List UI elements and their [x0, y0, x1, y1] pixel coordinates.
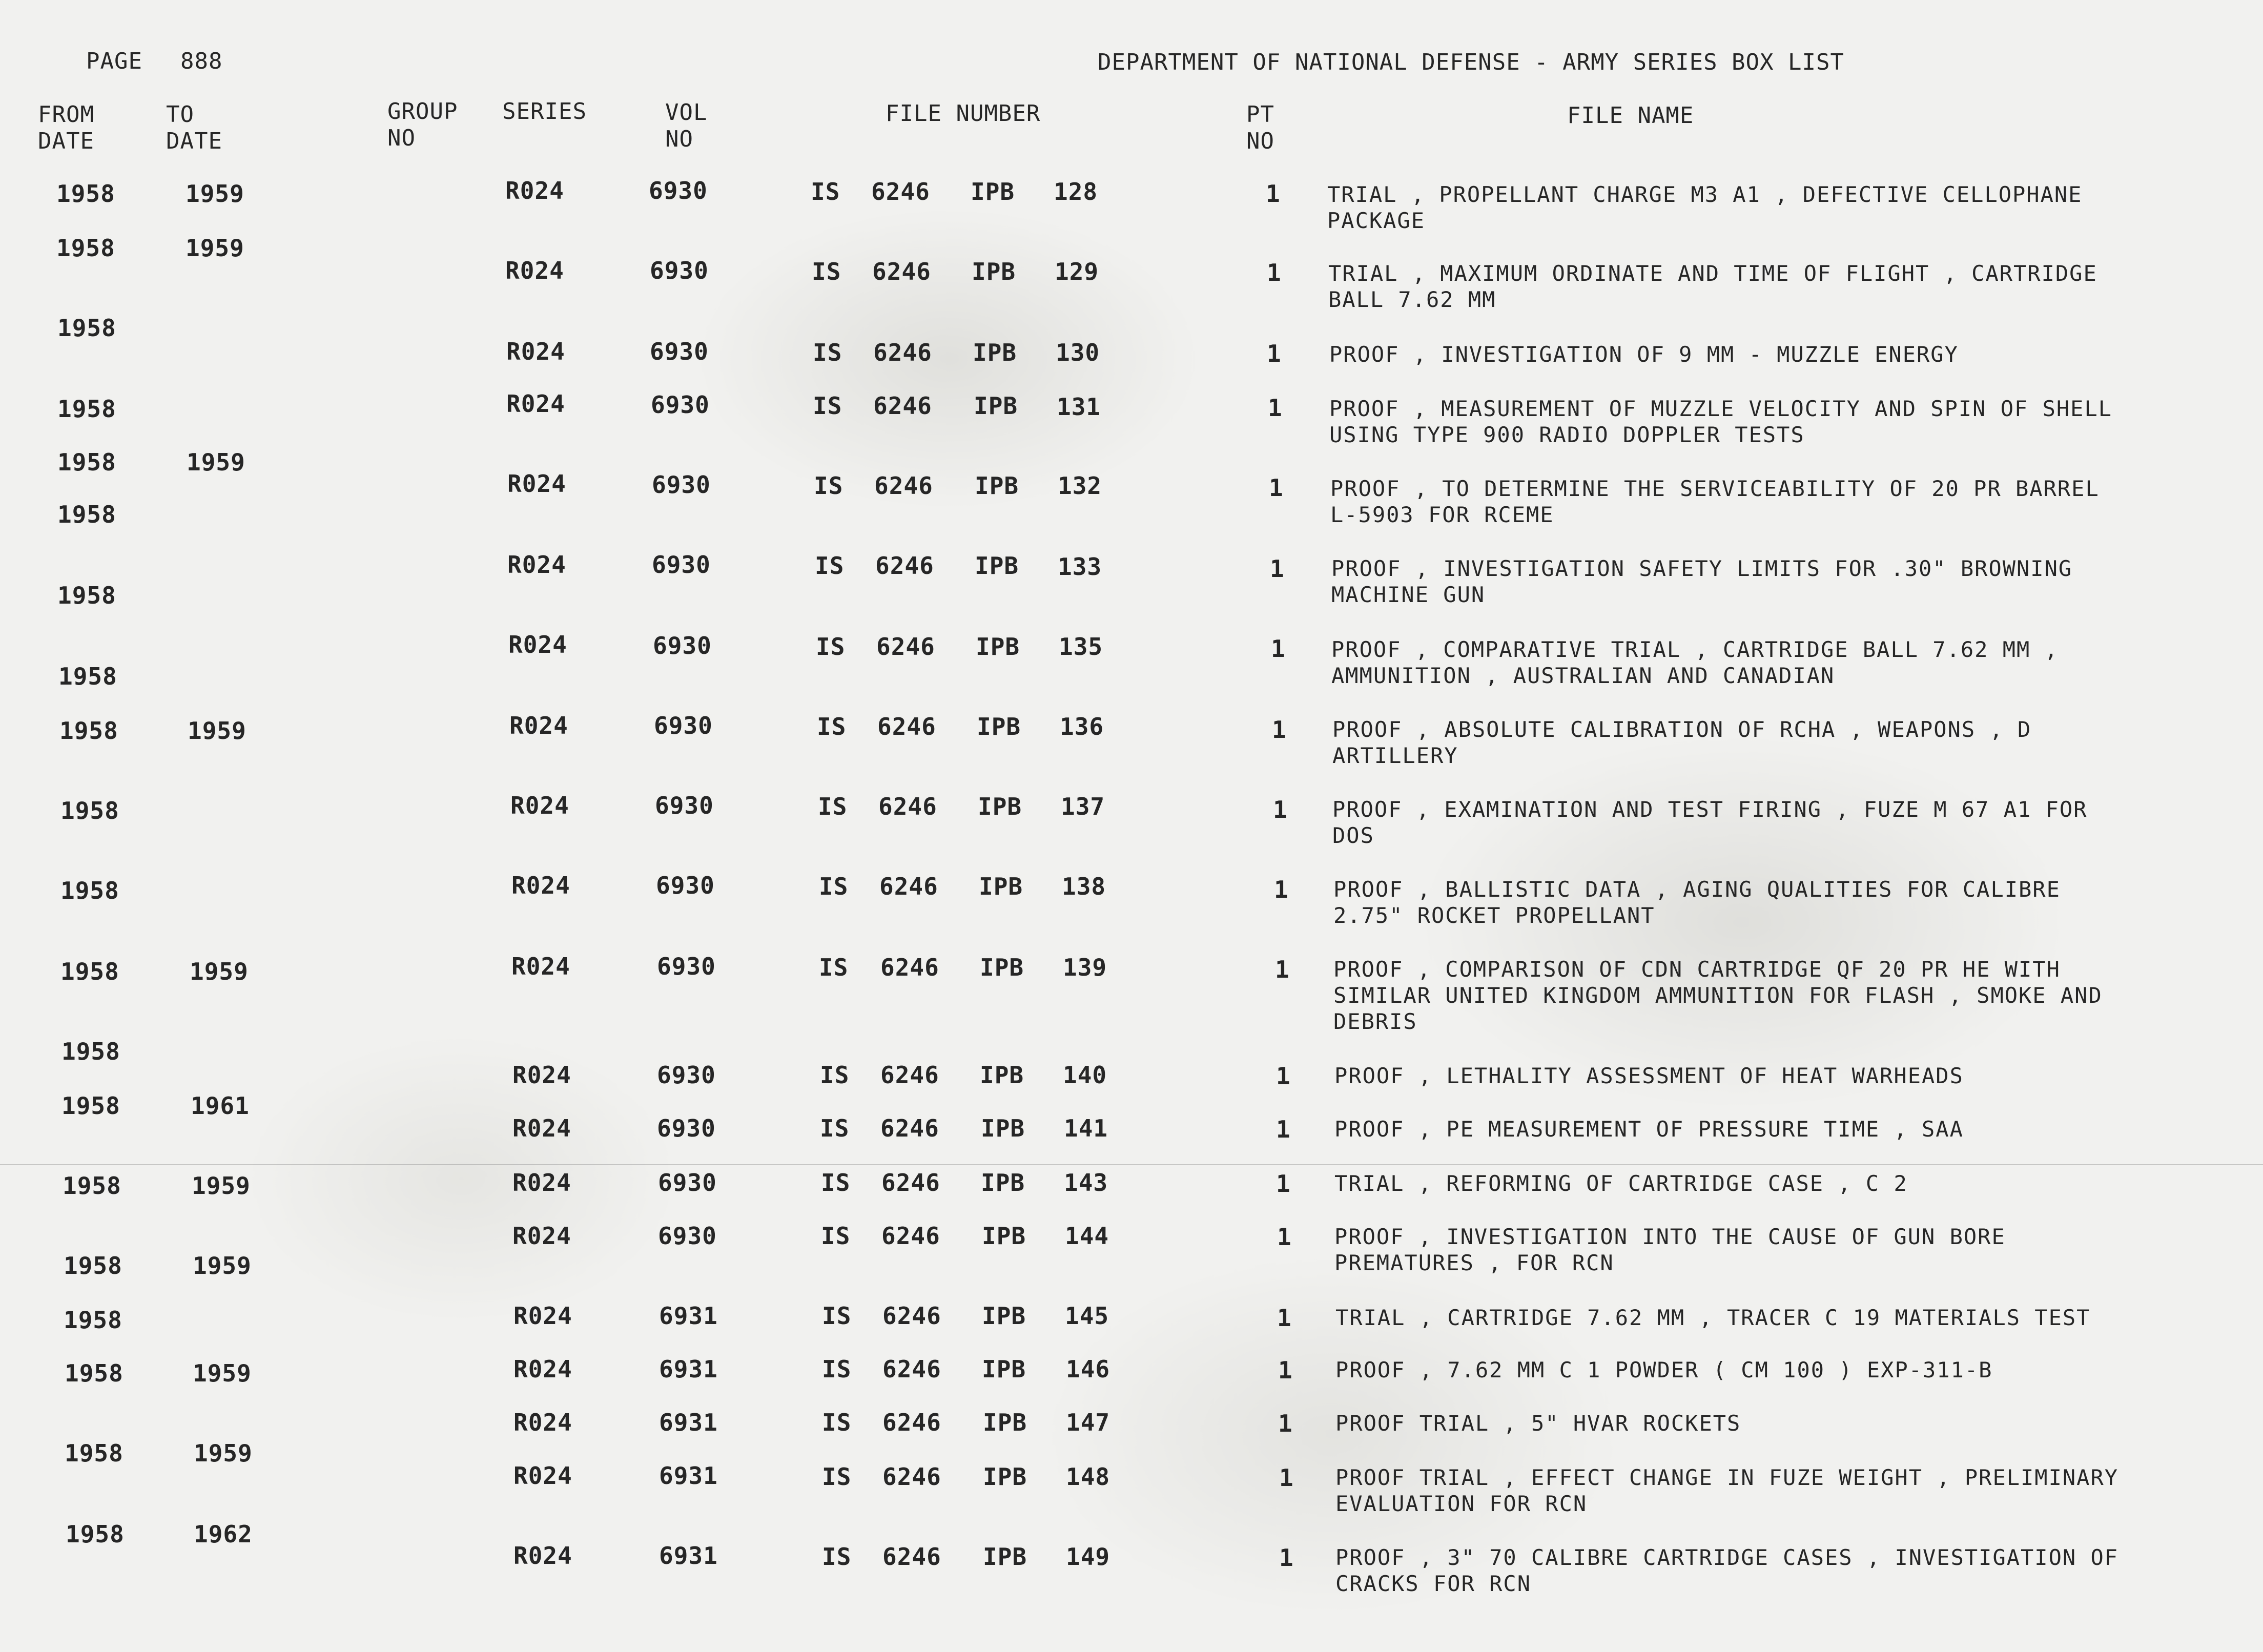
file-number-code: IPB: [974, 392, 1018, 420]
series-cell: R024: [512, 1169, 571, 1196]
to-date: 1959: [190, 958, 249, 985]
file-number-block: 6246: [880, 1114, 939, 1142]
col-pt-line1: PT: [1246, 101, 1274, 128]
part-number: 1: [1278, 1410, 1293, 1437]
series-cell: R024: [512, 1222, 571, 1250]
file-number-code: IPB: [981, 1114, 1025, 1142]
file-number-item: 137: [1061, 793, 1105, 820]
col-group-line1: GROUP: [387, 98, 458, 125]
from-date: 1958: [56, 180, 115, 208]
file-number-item: 132: [1058, 472, 1102, 500]
vol-cell: 6931: [659, 1542, 718, 1570]
vol-cell: 6930: [653, 632, 712, 659]
col-vol-line1: VOL: [665, 99, 708, 126]
file-name-line: USING TYPE 900 RADIO DOPPLER TESTS: [1329, 422, 1805, 447]
from-date: 1958: [56, 234, 115, 262]
col-vol-line2: NO: [665, 126, 693, 152]
file-number-prefix: IS: [822, 1543, 852, 1571]
file-number-item: 133: [1058, 553, 1102, 581]
part-number: 1: [1272, 716, 1287, 744]
to-date: 1959: [194, 1439, 253, 1467]
file-number-code: IPB: [977, 713, 1021, 740]
vol-cell: 6930: [656, 872, 715, 899]
file-name-line: PROOF , MEASUREMENT OF MUZZLE VELOCITY AND SPIN OF SHELL: [1329, 396, 2113, 421]
vol-cell: 6931: [659, 1302, 718, 1330]
file-number-code: IPB: [983, 1463, 1027, 1491]
vol-cell: 6930: [655, 792, 714, 819]
series-cell: R024: [506, 390, 565, 418]
file-number-item: 131: [1057, 393, 1101, 421]
series-cell: R024: [511, 872, 570, 899]
file-number-block: 6246: [880, 1061, 939, 1089]
file-number-prefix: IS: [819, 954, 849, 981]
file-number-prefix: IS: [822, 1302, 852, 1330]
vol-cell: 6930: [657, 1114, 716, 1142]
part-number: 1: [1273, 796, 1288, 823]
file-number-prefix: IS: [815, 552, 845, 580]
file-number-block: 6246: [871, 178, 930, 205]
file-name-line: CRACKS FOR RCN: [1335, 1571, 1532, 1596]
part-number: 1: [1270, 555, 1285, 583]
series-cell: R024: [512, 1114, 571, 1142]
file-number-block: 6246: [875, 552, 934, 580]
from-date: 1958: [66, 1520, 125, 1548]
to-date: 1959: [188, 717, 246, 745]
file-number-prefix: IS: [812, 258, 841, 285]
file-name-line: ARTILLERY: [1332, 743, 1458, 768]
file-number-item: 139: [1063, 954, 1107, 981]
file-number-block: 6246: [879, 873, 938, 900]
to-date: 1959: [193, 1252, 252, 1279]
part-number: 1: [1278, 1356, 1293, 1384]
file-number-code: IPB: [983, 1409, 1027, 1436]
file-number-code: IPB: [980, 954, 1024, 981]
from-date: 1958: [65, 1439, 124, 1467]
file-number-code: IPB: [983, 1543, 1027, 1571]
part-number: 1: [1274, 876, 1289, 903]
file-number-prefix: IS: [811, 178, 840, 205]
file-number-prefix: IS: [814, 472, 844, 500]
series-cell: R024: [509, 712, 568, 739]
part-number: 1: [1277, 1223, 1292, 1251]
file-number-code: IPB: [982, 1355, 1026, 1383]
file-number-prefix: IS: [820, 1114, 850, 1142]
from-date: 1958: [64, 1252, 122, 1279]
from-date: 1958: [57, 501, 116, 528]
file-number-item: 136: [1060, 713, 1104, 740]
series-cell: R024: [510, 792, 569, 819]
part-number: 1: [1271, 635, 1286, 663]
page-title: DEPARTMENT OF NATIONAL DEFENSE - ARMY SERIES BOX LIST: [1098, 49, 1844, 75]
series-cell: R024: [513, 1409, 572, 1436]
part-number: 1: [1279, 1464, 1294, 1492]
file-name-line: PROOF , LETHALITY ASSESSMENT OF HEAT WARHEADS: [1334, 1063, 1964, 1088]
from-date: 1958: [57, 314, 116, 342]
vol-cell: 6930: [652, 471, 711, 499]
col-to-date-line2: DATE: [166, 128, 222, 154]
from-date: 1958: [57, 582, 116, 609]
series-cell: R024: [506, 338, 565, 365]
file-number-code: IPB: [975, 472, 1019, 500]
file-name-line: PACKAGE: [1327, 208, 1426, 233]
part-number: 1: [1277, 1304, 1292, 1332]
file-number-prefix: IS: [821, 1222, 851, 1250]
from-date: 1958: [65, 1359, 124, 1387]
from-date: 1958: [61, 1038, 120, 1065]
part-number: 1: [1276, 1116, 1291, 1143]
file-number-item: 129: [1055, 258, 1099, 285]
file-name-line: PROOF TRIAL , EFFECT CHANGE IN FUZE WEIGHT , PRELIMINARY: [1335, 1465, 2119, 1490]
to-date: 1961: [191, 1092, 250, 1120]
from-date: 1958: [57, 395, 116, 423]
file-number-prefix: IS: [813, 392, 842, 420]
to-date: 1959: [186, 234, 244, 262]
file-name-line: PROOF , 3" 70 CALIBRE CARTRIDGE CASES , INVESTIGATION OF: [1335, 1545, 2119, 1570]
file-name-line: BALL 7.62 MM: [1328, 287, 1496, 312]
file-number-item: 138: [1062, 873, 1106, 900]
file-name-line: PROOF , COMPARISON OF CDN CARTRIDGE QF 20 PR HE WITH: [1333, 957, 2061, 982]
file-number-block: 6246: [877, 713, 936, 740]
file-name-line: PROOF , BALLISTIC DATA , AGING QUALITIES FOR CALIBRE: [1333, 877, 2061, 902]
file-number-item: 148: [1066, 1463, 1110, 1491]
file-name-line: PREMATURES , FOR RCN: [1334, 1250, 1614, 1275]
page-number: 888: [180, 48, 223, 74]
from-date: 1958: [60, 877, 119, 904]
from-date: 1958: [59, 717, 118, 745]
file-number-block: 6246: [882, 1409, 941, 1436]
file-name-line: SIMILAR UNITED KINGDOM AMMUNITION FOR FLASH , SMOKE AND: [1333, 983, 2103, 1008]
file-number-code: IPB: [971, 178, 1015, 205]
file-name-line: MACHINE GUN: [1331, 582, 1486, 607]
file-number-item: 145: [1065, 1302, 1109, 1330]
part-number: 1: [1266, 180, 1281, 208]
vol-cell: 6930: [650, 338, 709, 365]
page-fold-line: [0, 1164, 2263, 1165]
series-cell: R024: [507, 470, 566, 498]
vol-cell: 6930: [649, 177, 708, 204]
file-name-line: 2.75" ROCKET PROPELLANT: [1333, 903, 1655, 928]
series-cell: R024: [508, 631, 567, 658]
file-name-line: EVALUATION FOR RCN: [1335, 1491, 1588, 1516]
file-name-line: PROOF , INVESTIGATION OF 9 MM - MUZZLE ENERGY: [1329, 342, 1959, 367]
series-cell: R024: [513, 1462, 572, 1490]
series-cell: R024: [511, 953, 570, 980]
file-number-block: 6246: [873, 392, 932, 420]
file-name-line: TRIAL , PROPELLANT CHARGE M3 A1 , DEFECTIVE CELLOPHANE: [1327, 182, 2083, 207]
to-date: 1959: [186, 180, 244, 208]
file-number-code: IPB: [982, 1222, 1026, 1250]
series-cell: R024: [505, 177, 564, 204]
from-date: 1958: [57, 448, 116, 476]
file-number-prefix: IS: [817, 713, 847, 740]
file-number-code: IPB: [980, 1061, 1024, 1089]
series-cell: R024: [512, 1061, 571, 1089]
file-name-line: DOS: [1332, 823, 1374, 848]
vol-cell: 6930: [654, 712, 713, 739]
file-number-item: 130: [1056, 339, 1100, 366]
col-from-date-line1: FROM: [38, 101, 94, 128]
file-number-item: 143: [1064, 1169, 1108, 1196]
file-name-line: L-5903 FOR RCEME: [1330, 502, 1554, 527]
vol-cell: 6930: [652, 551, 711, 579]
file-number-prefix: IS: [822, 1409, 852, 1436]
vol-cell: 6931: [659, 1409, 718, 1436]
file-number-block: 6246: [882, 1355, 941, 1383]
part-number: 1: [1268, 394, 1283, 422]
to-date: 1959: [193, 1359, 252, 1387]
from-date: 1958: [61, 1092, 120, 1120]
file-number-prefix: IS: [820, 1061, 850, 1089]
file-number-block: 6246: [882, 1302, 941, 1330]
file-name-line: PROOF , PE MEASUREMENT OF PRESSURE TIME , SAA: [1334, 1117, 1964, 1142]
part-number: 1: [1267, 259, 1282, 286]
part-number: 1: [1279, 1544, 1294, 1572]
file-number-prefix: IS: [821, 1169, 851, 1196]
part-number: 1: [1267, 340, 1282, 367]
file-name-line: TRIAL , CARTRIDGE 7.62 MM , TRACER C 19 MATERIALS TEST: [1335, 1305, 2091, 1330]
vol-cell: 6930: [658, 1222, 717, 1250]
file-number-item: 140: [1063, 1061, 1107, 1089]
file-number-block: 6246: [881, 1169, 940, 1196]
file-number-code: IPB: [978, 793, 1022, 820]
series-cell: R024: [513, 1355, 572, 1383]
file-number-code: IPB: [982, 1302, 1026, 1330]
col-group-line2: NO: [387, 125, 416, 151]
file-name-line: PROOF TRIAL , 5" HVAR ROCKETS: [1335, 1411, 1741, 1436]
file-number-code: IPB: [973, 339, 1017, 366]
vol-cell: 6930: [650, 257, 709, 284]
file-name-line: TRIAL , REFORMING OF CARTRIDGE CASE , C 2: [1334, 1171, 1908, 1196]
file-number-item: 144: [1065, 1222, 1109, 1250]
page-label: PAGE: [86, 48, 142, 74]
part-number: 1: [1275, 956, 1290, 983]
col-file-number: FILE NUMBER: [886, 100, 1041, 127]
file-number-code: IPB: [975, 552, 1019, 580]
to-date: 1959: [192, 1172, 251, 1200]
file-number-block: 6246: [874, 472, 933, 500]
part-number: 1: [1276, 1062, 1291, 1090]
file-name-line: PROOF , COMPARATIVE TRIAL , CARTRIDGE BALL 7.62 MM ,: [1331, 637, 2059, 662]
file-number-block: 6246: [872, 258, 931, 285]
file-number-prefix: IS: [822, 1463, 852, 1491]
part-number: 1: [1276, 1170, 1291, 1197]
file-number-block: 6246: [876, 633, 935, 660]
vol-cell: 6930: [657, 953, 716, 980]
file-number-code: IPB: [976, 633, 1020, 660]
file-number-block: 6246: [880, 954, 939, 981]
col-file-name: FILE NAME: [1567, 102, 1694, 129]
series-cell: R024: [507, 551, 566, 579]
file-number-code: IPB: [981, 1169, 1025, 1196]
col-series: SERIES: [502, 98, 587, 125]
file-name-line: PROOF , INVESTIGATION SAFETY LIMITS FOR .30" BROWNING: [1331, 556, 2073, 581]
vol-cell: 6930: [657, 1061, 716, 1089]
from-date: 1958: [64, 1306, 122, 1334]
vol-cell: 6930: [658, 1169, 717, 1196]
part-number: 1: [1269, 474, 1284, 502]
file-number-code: IPB: [972, 258, 1016, 285]
file-name-line: DEBRIS: [1333, 1009, 1417, 1034]
file-name-line: PROOF , INVESTIGATION INTO THE CAUSE OF GUN BORE: [1334, 1224, 2006, 1249]
file-name-line: AMMUNITION , AUSTRALIAN AND CANADIAN: [1331, 663, 1835, 688]
series-cell: R024: [505, 257, 564, 284]
from-date: 1958: [60, 958, 119, 985]
to-date: 1959: [187, 448, 245, 476]
file-number-code: IPB: [979, 873, 1023, 900]
file-number-item: 147: [1066, 1409, 1110, 1436]
file-number-prefix: IS: [813, 339, 842, 366]
vol-cell: 6931: [659, 1355, 718, 1383]
to-date: 1962: [194, 1520, 253, 1548]
series-cell: R024: [513, 1542, 572, 1570]
from-date: 1958: [58, 663, 117, 690]
series-cell: R024: [513, 1302, 572, 1330]
file-name-line: PROOF , 7.62 MM C 1 POWDER ( CM 100 ) EXP-311-B: [1335, 1357, 1993, 1382]
from-date: 1958: [63, 1172, 121, 1200]
file-name-line: TRIAL , MAXIMUM ORDINATE AND TIME OF FLIGHT , CARTRIDGE: [1328, 261, 2097, 286]
file-number-item: 146: [1066, 1355, 1110, 1383]
from-date: 1958: [60, 797, 119, 824]
file-number-block: 6246: [882, 1463, 941, 1491]
file-number-prefix: IS: [819, 873, 849, 900]
file-number-block: 6246: [881, 1222, 940, 1250]
file-number-prefix: IS: [816, 633, 846, 660]
file-number-item: 141: [1064, 1114, 1108, 1142]
file-number-block: 6246: [878, 793, 937, 820]
file-name-line: PROOF , EXAMINATION AND TEST FIRING , FUZE M 67 A1 FOR: [1332, 797, 2088, 822]
file-name-line: PROOF , TO DETERMINE THE SERVICEABILITY OF 20 PR BARREL: [1330, 476, 2100, 501]
file-name-line: PROOF , ABSOLUTE CALIBRATION OF RCHA , WEAPONS , D: [1332, 717, 2032, 742]
file-number-block: 6246: [882, 1543, 941, 1571]
file-number-prefix: IS: [818, 793, 848, 820]
col-to-date-line1: TO: [166, 101, 194, 128]
col-from-date-line2: DATE: [38, 128, 94, 154]
file-number-block: 6246: [873, 339, 932, 366]
vol-cell: 6931: [659, 1462, 718, 1490]
file-number-item: 128: [1054, 178, 1098, 205]
vol-cell: 6930: [651, 391, 710, 419]
file-number-item: 149: [1066, 1543, 1110, 1571]
file-number-prefix: IS: [822, 1355, 852, 1383]
col-pt-line2: NO: [1246, 128, 1274, 154]
file-number-item: 135: [1059, 633, 1103, 660]
